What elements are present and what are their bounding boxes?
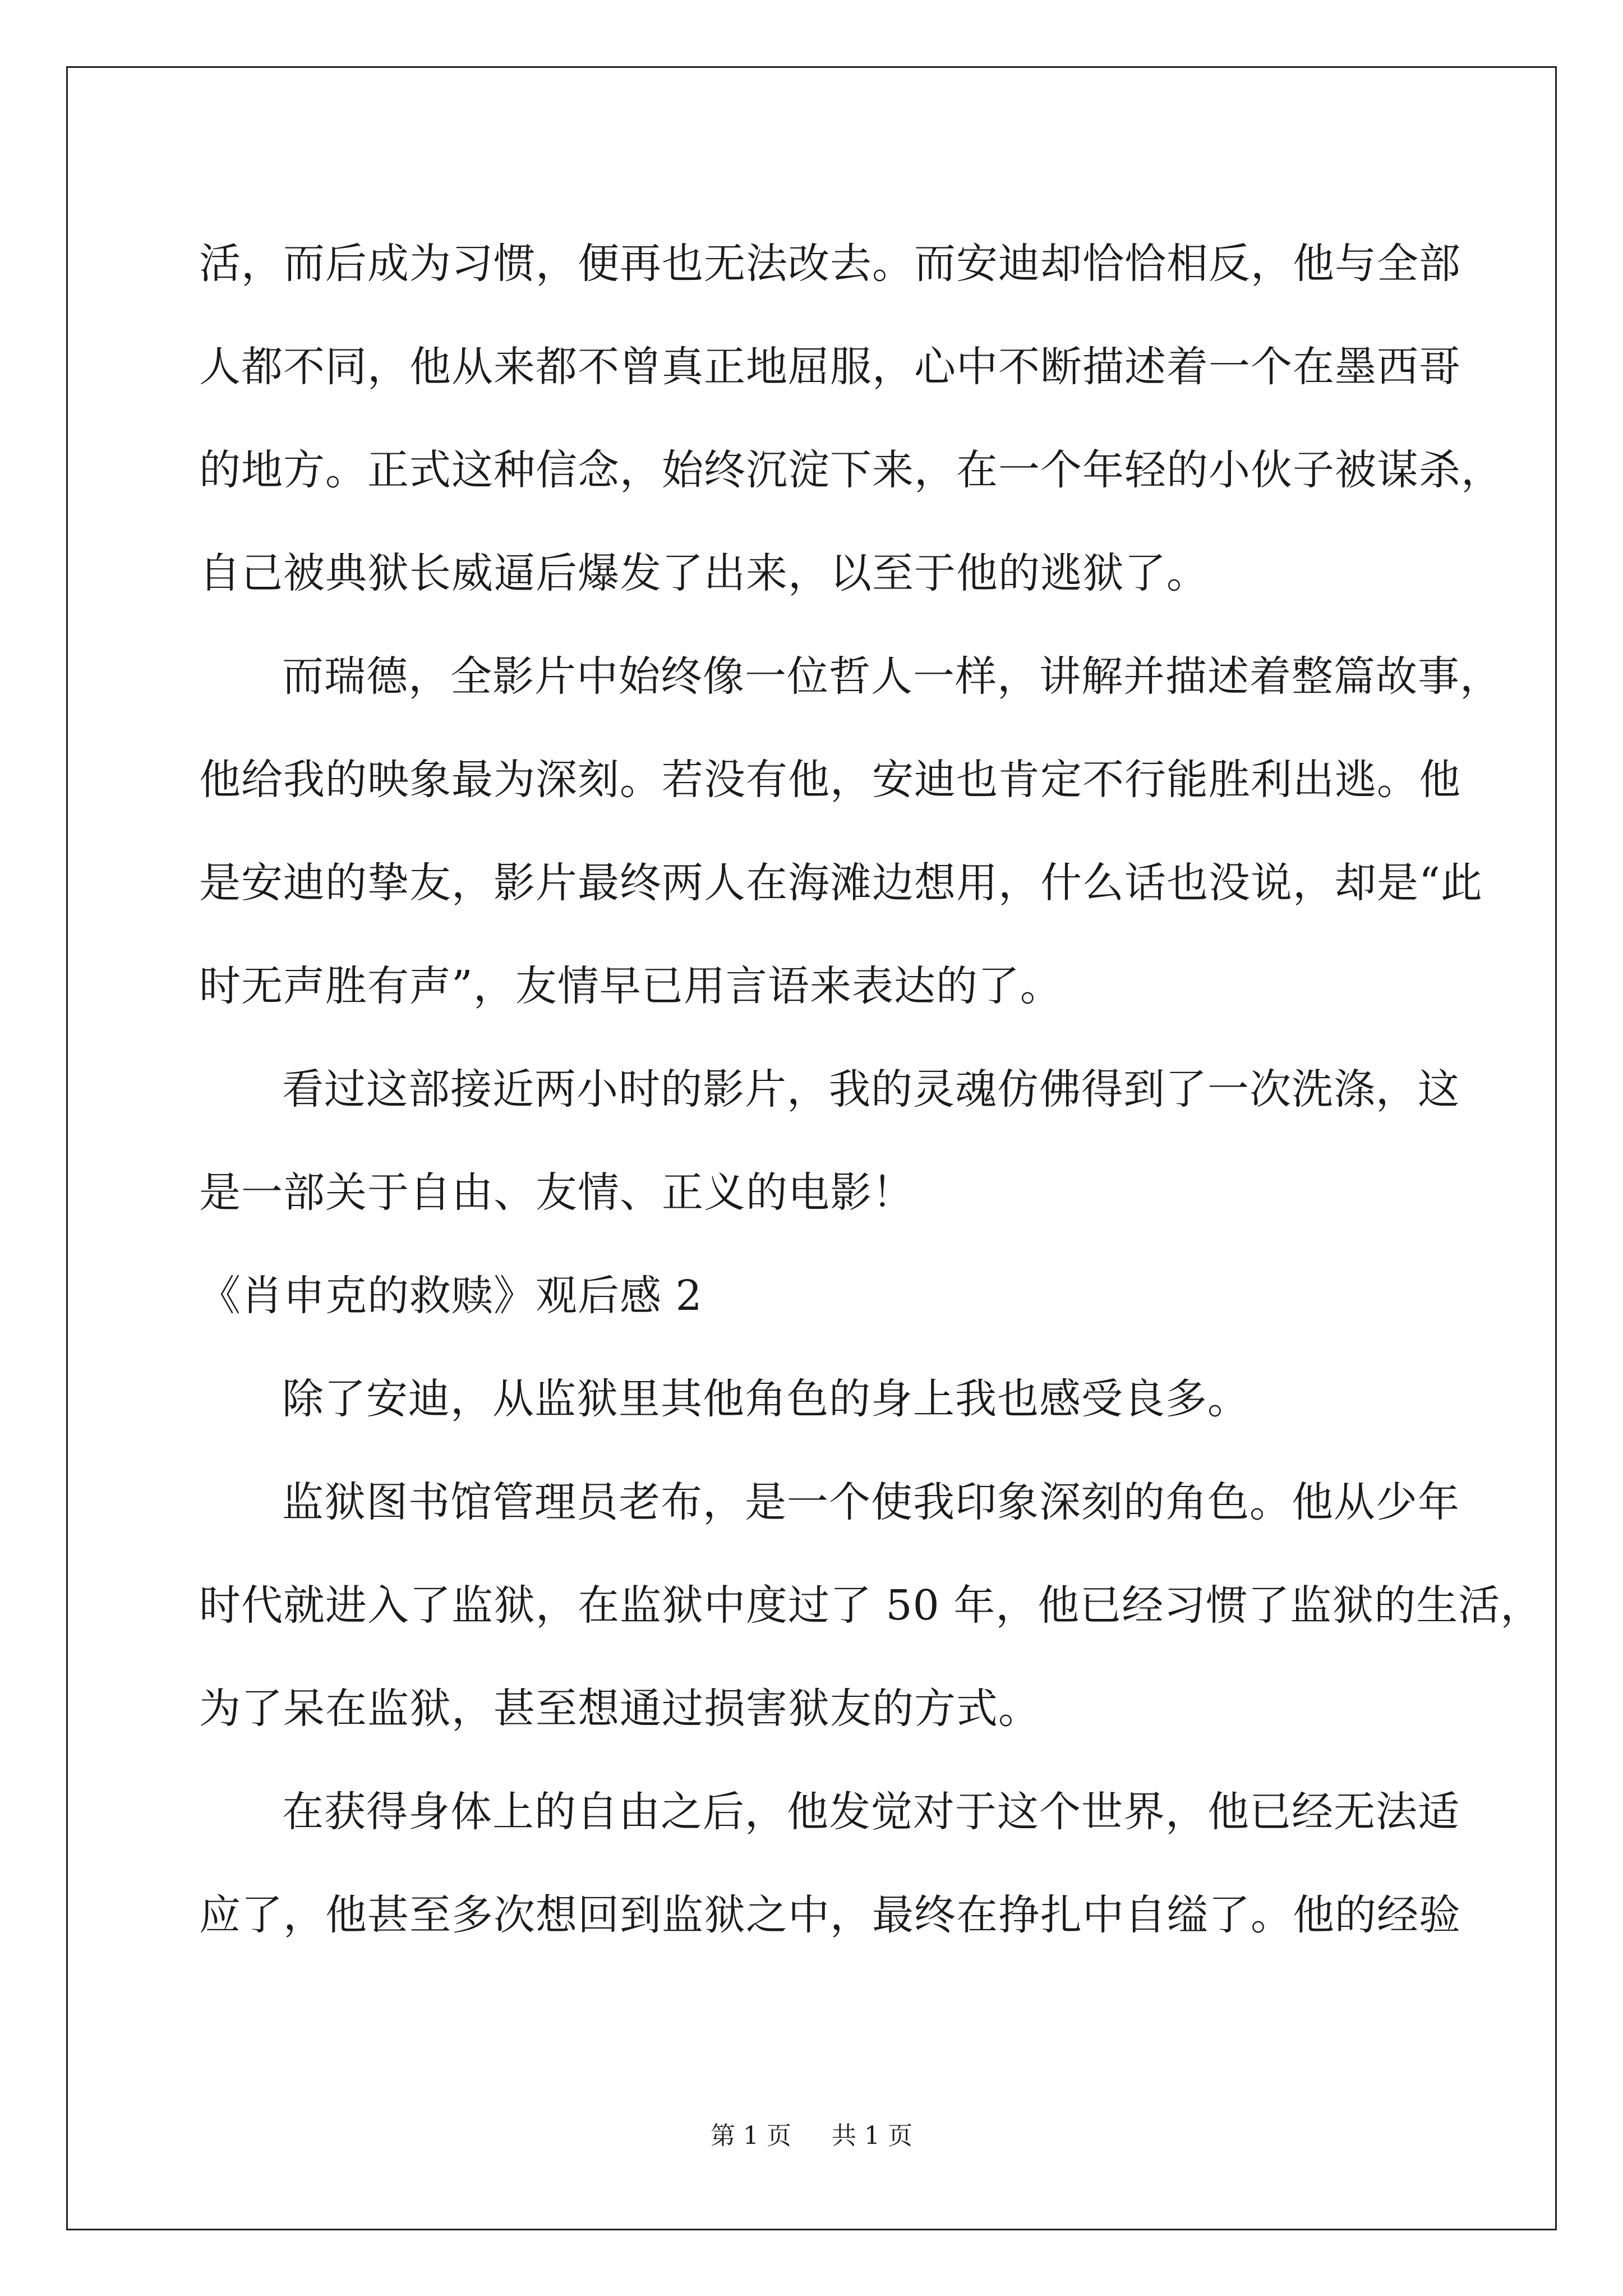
text-line: 是一部关于自由、友情、正义的电影！ (199, 1168, 914, 1217)
text-line: 人都不同，他从来都不曾真正地屈服，心中不断描述着一个在墨西哥 (199, 343, 1461, 391)
paragraph-start-line: 看过这部接近两小时的影片，我的灵魂仿佛得到了一次洗涤，这 (282, 1065, 1460, 1114)
total-pages-label: 共 1 页 (832, 2122, 912, 2150)
text-line: 自己被典狱长威逼后爆发了出来，以至于他的逃狱了。 (199, 549, 1209, 597)
paragraph-start-line: 在获得身体上的自由之后，他发觉对于这个世界，他已经无法适 (282, 1788, 1460, 1836)
text-line: 他给我的映象最为深刻。若没有他，安迪也肯定不行能胜利出逃。他 (199, 756, 1461, 804)
text-line: 时代就进入了监狱，在监狱中度过了 50 年，他已经习惯了监狱的生活， (199, 1581, 1543, 1630)
paragraph-start-line: 除了安迪，从监狱里其他角色的身上我也感受良多。 (282, 1375, 1249, 1423)
text-line: 的地方。正式这种信念，始终沉淀下来，在一个年轻的小伙子被谋杀， (199, 446, 1503, 494)
paragraph-start-line: 监狱图书馆管理员老布，是一个使我印象深刻的角色。他从少年 (282, 1478, 1460, 1526)
page-footer (0, 2119, 1623, 2153)
text-line: 为了呆在监狱，甚至想通过损害狱友的方式。 (199, 1685, 1040, 1733)
current-page-label: 第 1 页 (711, 2122, 791, 2150)
text-line: 时无声胜有声”，友情早已用言语来表达的了。 (199, 962, 1062, 1010)
text-line: 活，而后成为习惯，便再也无法改去。而安迪却恰恰相反，他与全部 (199, 240, 1461, 288)
section-heading: 《肖申克的救赎》观后感 2 (199, 1272, 703, 1320)
paragraph-start-line: 而瑞德，全影片中始终像一位哲人一样，讲解并描述着整篇故事， (282, 652, 1502, 701)
text-line: 应了，他甚至多次想回到监狱之中，最终在挣扎中自缢了。他的经验 (199, 1891, 1461, 1939)
document-body (199, 212, 1543, 1967)
text-line: 是安迪的挚友，影片最终两人在海滩边想用，什么话也没说，却是“此 (199, 859, 1483, 907)
